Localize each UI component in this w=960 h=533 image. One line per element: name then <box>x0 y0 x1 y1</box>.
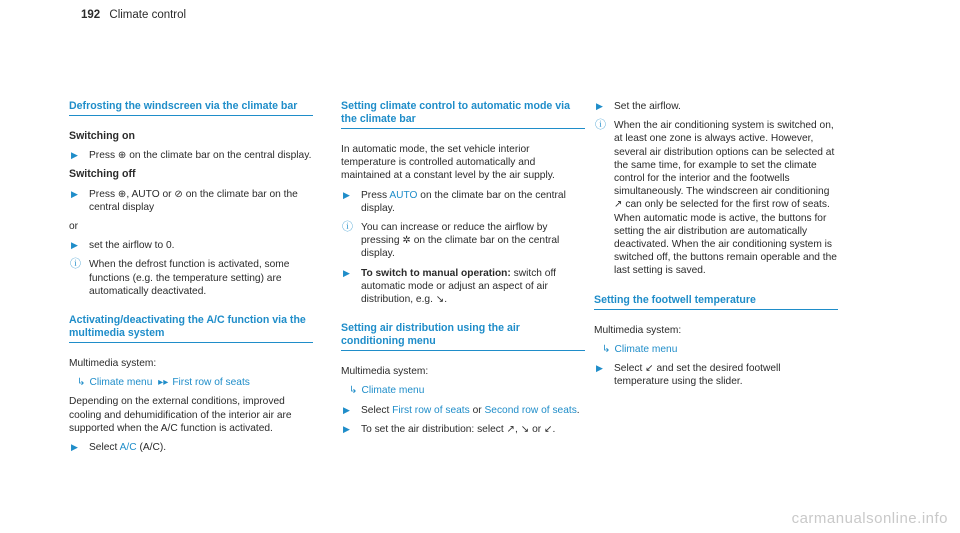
menu-link-first-row[interactable]: First row of seats <box>172 377 250 389</box>
step-item: ▶ To switch to manual operation: switch off automatic mode or adjust an aspect of air distribution, e.g. ↘. <box>343 267 556 306</box>
column-1 <box>69 100 313 460</box>
multimedia-label: Multimedia system: <box>69 358 157 370</box>
section-title-defrost: Defrosting the windscreen via the climate bar <box>69 100 313 116</box>
menu-path <box>69 376 313 389</box>
note-item: ⓘ You can increase or reduce the airflow by pressing ✲ on the climate bar on the central display. <box>342 221 560 260</box>
menu-path <box>594 343 838 356</box>
multimedia-label: Multimedia system: <box>594 324 682 336</box>
section-title-air-distribution: Setting air distribution using the air conditioning menu <box>341 322 585 351</box>
step-arrow-icon: ▶ <box>343 189 350 200</box>
info-icon: ⓘ <box>595 119 606 132</box>
first-row-link[interactable]: First row of seats <box>392 404 470 416</box>
multimedia-label: Multimedia system: <box>341 366 429 378</box>
step-item: ▶ Press ⊕, AUTO or ⊘ on the climate bar on the central display <box>71 188 298 213</box>
watermark: carmanualsonline.info <box>791 510 948 527</box>
note-item: ⓘ When the air conditioning system is switched on, at least one zone is always active. However, several air distribution options can be selected at the same time, for example to set the climate control for the interior and the footwells simultaneously. The windscreen air conditioning ↗ can only be selected for the first row of seats. When automatic mode is active, the buttons for setting the air distribution are automatically deactivated. When the air conditioning system is switched off, the buttons remain operable and the last setting is saved. <box>595 119 837 277</box>
step-arrow-icon: ▶ <box>343 404 350 415</box>
step-item: ▶ Select First row of seats or Second row of seats. <box>343 404 580 416</box>
page-number: 192 <box>81 9 101 21</box>
chevron-right-icon: ▸▸ <box>155 377 169 389</box>
column-3 <box>594 100 838 394</box>
step-arrow-icon: ▶ <box>71 188 78 199</box>
step-item: ▶ To set the air distribution: select ↗, ↘ or ↙. <box>343 423 556 435</box>
subheading-switching-off: Switching off <box>69 168 136 181</box>
step-item: ▶ set the airflow to 0. <box>71 240 175 252</box>
menu-link-climate[interactable]: Climate menu <box>361 385 425 397</box>
chapter-title: Climate control <box>109 9 187 21</box>
menu-arrow-icon: ↳ <box>349 385 358 397</box>
section-title-footwell: Setting the footwell temperature <box>594 294 838 310</box>
menu-path <box>341 384 585 397</box>
step-item: ▶ Select A/C (A/C). <box>71 442 167 454</box>
step-arrow-icon: ▶ <box>343 267 350 278</box>
step-arrow-icon: ▶ <box>596 101 603 111</box>
or-text: or <box>69 221 79 233</box>
info-icon: ⓘ <box>342 221 353 234</box>
ac-link[interactable]: A/C <box>119 442 137 454</box>
subheading-switching-on: Switching on <box>69 130 135 142</box>
section-title-ac: Activating/deactivating the A/C function via the multimedia system <box>69 314 313 343</box>
menu-link-climate[interactable]: Climate menu <box>614 343 678 355</box>
section-title-auto: Setting climate control to automatic mode via the climate bar <box>341 100 585 129</box>
step-arrow-icon: ▶ <box>71 240 78 251</box>
step-arrow-icon: ▶ <box>596 363 603 374</box>
step-arrow-icon: ▶ <box>343 423 350 434</box>
step-item: ▶ Set the airflow. <box>596 101 681 112</box>
step-item: ▶ Press ⊕ on the climate bar on the central display. <box>71 150 312 162</box>
info-icon: ⓘ <box>70 258 81 271</box>
step-item: ▶ Select ↙ and set the desired footwell temperature using the slider. <box>596 363 781 388</box>
menu-arrow-icon: ↳ <box>602 343 611 355</box>
column-2 <box>341 100 585 442</box>
step-arrow-icon: ▶ <box>71 150 78 161</box>
body-text: Depending on the external conditions, improved cooling and dehumidification of the interior air are supported when the A/C function is activated. <box>69 396 292 434</box>
second-row-link[interactable]: Second row of seats <box>484 404 577 416</box>
page-header <box>81 9 186 21</box>
step-item: ▶ Press AUTO on the climate bar on the central display. <box>343 189 566 214</box>
note-item: ⓘ When the defrost function is activated, some functions (e.g. the temperature setting) are automatically deactivated. <box>70 258 290 297</box>
menu-link-climate[interactable]: Climate menu <box>89 377 153 389</box>
step-arrow-icon: ▶ <box>71 442 78 453</box>
auto-link[interactable]: AUTO <box>389 189 418 201</box>
body-text: In automatic mode, the set vehicle interior temperature is controlled automatically and maintained at a constant level by the air supply. <box>341 144 555 182</box>
menu-arrow-icon: ↳ <box>77 377 86 389</box>
